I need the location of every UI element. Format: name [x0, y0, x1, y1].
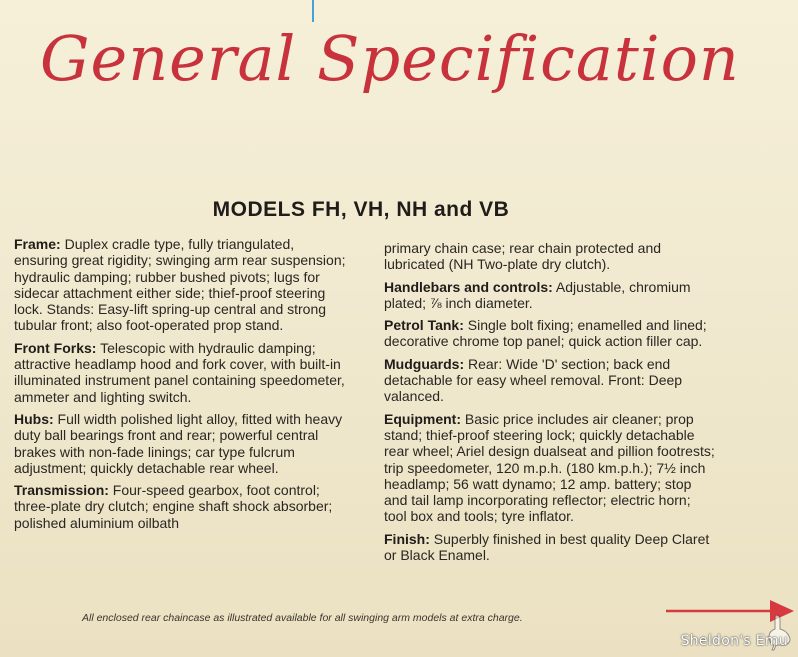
footnote: All enclosed rear chaincase as illustrated available for all swinging arm models at extra charge.: [82, 612, 523, 624]
models-subtitle: MODELS FH, VH, NH and VB: [212, 198, 510, 221]
blue-fold-mark: [312, 0, 314, 22]
spec-section-finish: Finish: Superbly finished in best quality Deep Claret or Black Enamel.: [384, 530, 710, 564]
spec-section-frame: Frame: Duplex cradle type, fully triangulated, ensuring great rigidity; swinging arm rear suspension; hydraulic damping; rubber bushed pivots; lugs for sidecar attachment either side; thief-proof steering lock. Stands: Easy-lift spring-up central and strong tubular front; also foot-operated prop stand.: [14, 236, 346, 334]
spec-section-transmission: Transmission: Four-speed gearbox, foot control; three-plate dry clutch; engine shaft shock absorber; polished aluminium oilbath: [14, 482, 333, 531]
spec-column-right: [384, 240, 716, 569]
spec-section-equipment: Equipment: Basic price includes air cleaner; prop stand; thief-proof steering lock; quickly detachable rear wheel; Ariel design dualseat and pillion footrests; trip speedometer, 120 m.p.h. (180 km.p.h.); 7½ inch headlamp; 56 watt dynamo; 12 amp. battery; stop and tail lamp incorporating reflector; electric horn; tool box and tools; tyre inflator.: [384, 410, 715, 525]
spec-section-mudguards: Mudguards: Rear: Wide 'D' section; back end detachable for easy wheel removal. Front: Deep valanced.: [384, 355, 683, 405]
spec-column-left: [14, 236, 346, 537]
spec-section-front-forks: Front Forks: Telescopic with hydraulic damping; attractive headlamp hood and fork cover, with built-in illuminated instrument panel containing speedometer, ammeter and lighting switch.: [14, 339, 345, 405]
page-title: General Specification: [40, 22, 740, 95]
spec-section-handlebars: Handlebars and controls: Adjustable, chromium plated; ⅞ inch diameter.: [384, 278, 691, 311]
spec-section-hubs: Hubs: Full width polished light alloy, fitted with heavy duty ball bearings front and rear; powerful central brakes with non-fade linings; car type fulcrum adjustment; quickly detachable rear wheel.: [14, 410, 343, 476]
watermark-text: Sheldon's Emu: [680, 633, 788, 649]
spec-section-transmission-cont: primary chain case; rear chain protected and lubricated (NH Two-plate dry clutch).: [384, 240, 662, 273]
spec-section-petrol-tank: Petrol Tank: Single bolt fixing; enamelled and lined; decorative chrome top panel; quick action filler cap.: [384, 317, 707, 350]
